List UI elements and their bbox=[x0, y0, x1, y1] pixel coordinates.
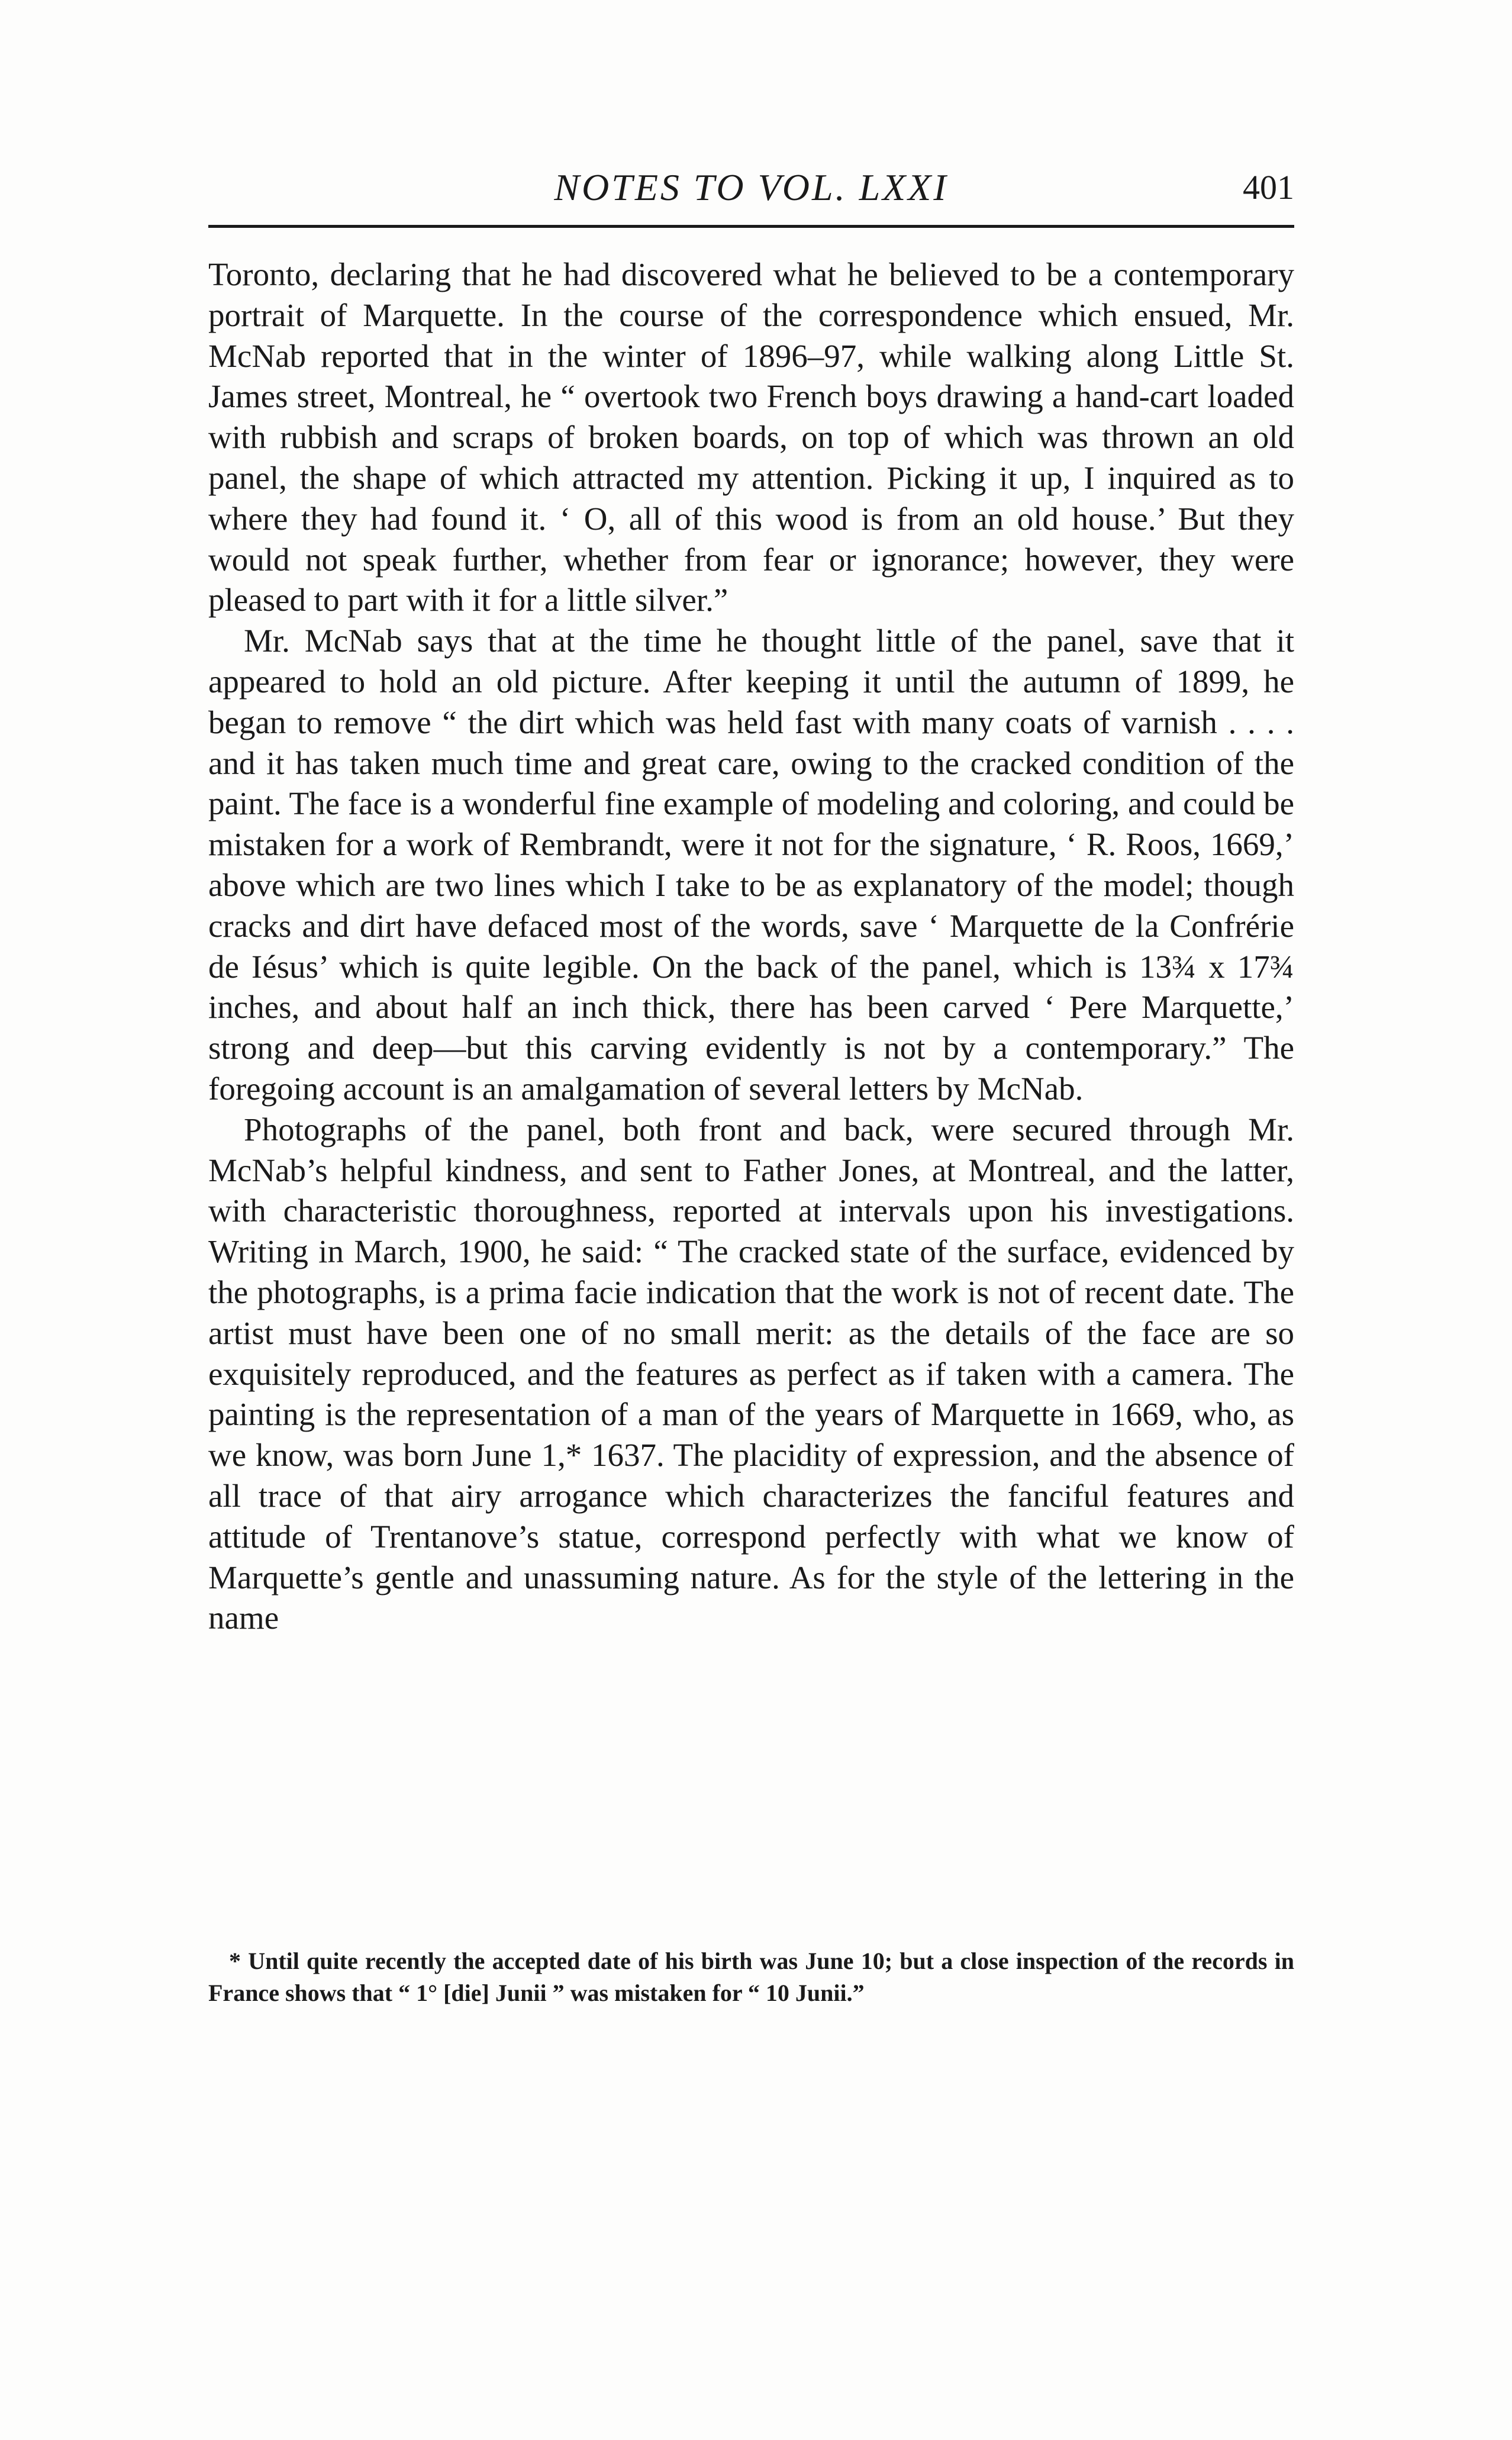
paragraph: Photographs of the panel, both front and back, were secured through Mr. McNab’s helpful kindness, and sent to Father Jones, at Montreal, and the latter, with characteristic thoroughness, reported at intervals upon his investigations. Writing in March, 1900, he said: “ The cracked state of the surface, evidenced by the photographs, is a prima facie indication that the work is not of recent date. The artist must have been one of no small merit: as the details of the face are so exquisitely reproduced, and the features as perfect as if taken with a camera. The painting is the representation of a man of the years of Marquette in 1669, who, as we know, was born June 1,* 1637. The placidity of expression, and the absence of all trace of that airy arrogance which characterizes the fanciful features and attitude of Trentanove’s statue, correspond perfectly with what we know of Marquette’s gentle and unassuming nature. As for the style of the lettering in the name bbox=[208, 1111, 1294, 1636]
body-text bbox=[208, 254, 1294, 1639]
footnote-text: * Until quite recently the accepted date of his birth was June 10; but a close inspection of the records in France shows that “ 1° [die] Junii ” was mistaken for “ 10 Junii.” bbox=[208, 1948, 1294, 2006]
paragraph: Toronto, declaring that he had discovered what he believed to be a contemporary portrait of Marquette. In the course of the correspondence which ensued, Mr. McNab reported that in the winter of 1896–97, while walking along Little St. James street, Montreal, he “ overtook two French boys drawing a hand-cart loaded with rubbish and scraps of broken boards, on top of which was thrown an old panel, the shape of which attracted my attention. Picking it up, I inquired as to where they had found it. ‘ O, all of this wood is from an old house.’ But they would not speak further, whether from fear or ignorance; however, they were pleased to part with it for a little silver.” bbox=[208, 256, 1294, 618]
page-number: 401 bbox=[1243, 168, 1294, 207]
header-rule bbox=[208, 225, 1294, 228]
paragraph: Mr. McNab says that at the time he thought little of the panel, save that it appeared to hold an old picture. After keeping it until the autumn of 1899, he began to remove “ the dirt which was held fast with many coats of varnish . . . . and it has taken much time and great care, owing to the cracked condition of the paint. The face is a wonderful fine example of modeling and coloring, and could be mistaken for a work of Rembrandt, were it not for the signature, ‘ R. Roos, 1669,’ above which are two lines which I take to be as explanatory of the model; though cracks and dirt have defaced most of the words, save ‘ Marquette de la Confrérie de Iésus’ which is quite legible. On the back of the panel, which is 13¾ x 17¾ inches, and about half an inch thick, there has been carved ‘ Pere Marquette,’ strong and deep—but this carving evidently is not by a contemporary.” The foregoing account is an amalgamation of several letters by McNab. bbox=[208, 623, 1294, 1107]
running-head bbox=[208, 161, 1294, 214]
running-title: NOTES TO VOL. LXXI bbox=[554, 166, 949, 208]
footnote bbox=[208, 1945, 1294, 2009]
